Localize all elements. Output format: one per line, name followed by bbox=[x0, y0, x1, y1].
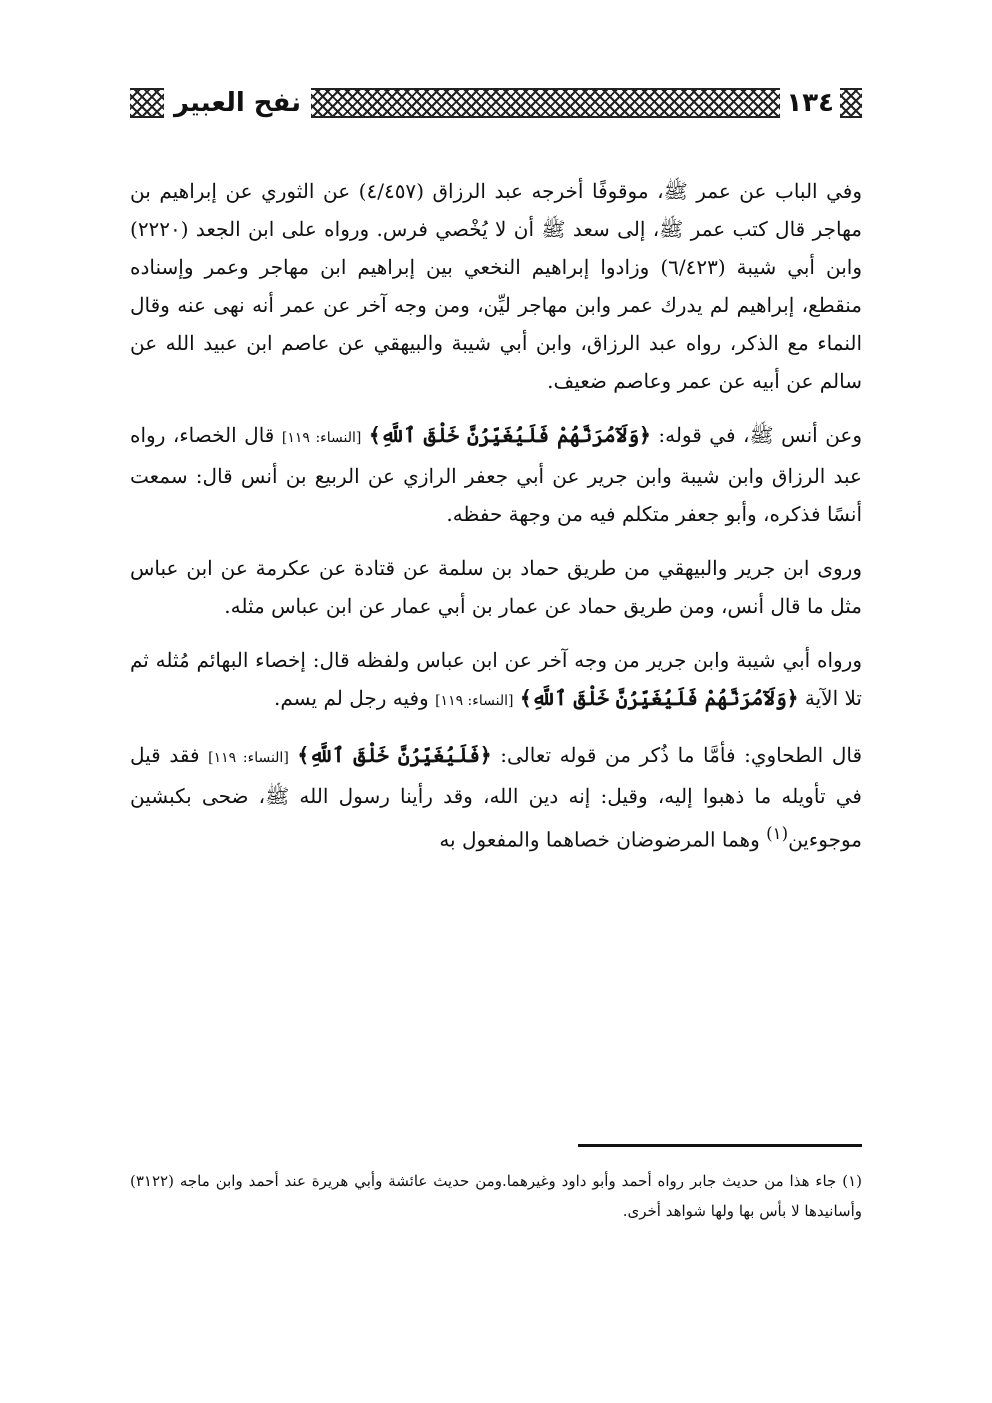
main-text bbox=[130, 172, 862, 875]
ornament-band-right bbox=[840, 88, 862, 118]
quran-verse: ﴿وَلَآمُرَنَّهُمْ فَلَيُغَيِّرُنَّ خَلْقَ ٱللَّهِ﴾ bbox=[368, 423, 651, 447]
paragraph-5 bbox=[130, 736, 862, 859]
paragraph-2 bbox=[130, 416, 862, 533]
quran-verse: ﴿وَلَآمُرَنَّهُمْ فَلَيُغَيِّرُنَّ خَلْقَ ٱللَّهِ﴾ bbox=[519, 686, 799, 710]
verse-citation: [النساء: ١١٩] bbox=[281, 430, 362, 446]
page-header bbox=[130, 86, 862, 120]
paragraph-5-intro: قال الطحاوي: فأمَّا ما ذُكر من قوله تعالى: bbox=[500, 743, 863, 767]
page-number: ١٣٤ bbox=[786, 88, 834, 118]
paragraph-4 bbox=[130, 641, 862, 720]
paragraph-5-text: فقد قيل في تأويله ما ذهبوا إليه، وقيل: إنه دين الله، وقد رأينا رسول الله ﷺ، ضحى بكبشين موجوءين bbox=[130, 743, 862, 852]
footnote-marker[interactable]: (١) bbox=[766, 824, 789, 843]
book-title: نفح العبير bbox=[174, 88, 302, 118]
footnote-separator bbox=[578, 1144, 862, 1147]
footnote: (١) جاء هذا من حديث جابر رواه أحمد وأبو داود وغيرهما.ومن حديث عائشة وأبي هريرة عند أحمد وابن ماجه (٣١٢٢) وأسانيدها لا بأس بها ولها شواهد أخرى. bbox=[130, 1172, 862, 1220]
verse-citation: [النساء: ١١٩] bbox=[435, 693, 514, 709]
verse-citation: [النساء: ١١٩] bbox=[208, 750, 289, 766]
paragraph-2-intro: وعن أنس ﷺ، في قوله: bbox=[658, 423, 863, 447]
quran-verse: ﴿فَلَيُغَيِّرُنَّ خَلْقَ ٱللَّهِ﴾ bbox=[297, 743, 492, 767]
paragraph-4-text: وفيه رجل لم يسم. bbox=[274, 686, 429, 710]
paragraph-4-intro: ورواه أبي شيبة وابن جرير من وجه آخر عن ابن عباس ولفظه قال: إخصاء البهائم مُثله ثم تلا الآية bbox=[130, 648, 862, 710]
ornament-band-middle bbox=[311, 88, 780, 118]
paragraph-3: وروى ابن جرير والبيهقي من طريق حماد بن سلمة عن قتادة عن عكرمة عن ابن عباس مثل ما قال أنس، ومن طريق حماد عن عمار بن أبي عمار عن ابن عباس مثله. bbox=[130, 556, 863, 618]
paragraph-5-end: وهما المرضوضان خصاهما والمفعول به bbox=[439, 827, 760, 852]
ornament-band-left bbox=[130, 88, 164, 118]
paragraph-1: وفي الباب عن عمر ﷺ، موقوفًا أخرجه عبد الرزاق (٤/٤٥٧) عن الثوري عن إبراهيم بن مهاجر قال كتب عمر ﷺ، إلى سعد ﷺ أن لا يُخْصي فرس. ورواه على ابن الجعد (٢٢٢٠) وابن أبي شيبة (٦/٤٢٣) وزادوا إبراهيم النخعي بين إبراهيم ابن مهاجر وعمر وإسناده منقطع، إبراهيم لم يدرك عمر وابن مهاجر ليِّن، ومن وجه آخر عن عمر أنه نهى عنه وقال النماء مع الذكر، رواه عبد الرزاق، وابن أبي شيبة والبيهقي عن عاصم ابن عبيد الله عن سالم عن أبيه عن عمر وعاصم ضعيف. bbox=[130, 179, 863, 393]
paragraph-2-text: قال الخصاء، رواه عبد الرزاق وابن شيبة وابن جرير عن أبي جعفر الرازي عن الربيع بن أنس قال: سمعت أنسًا فذكره، وأبو جعفر متكلم فيه من وجهة حفظه. bbox=[130, 423, 862, 526]
